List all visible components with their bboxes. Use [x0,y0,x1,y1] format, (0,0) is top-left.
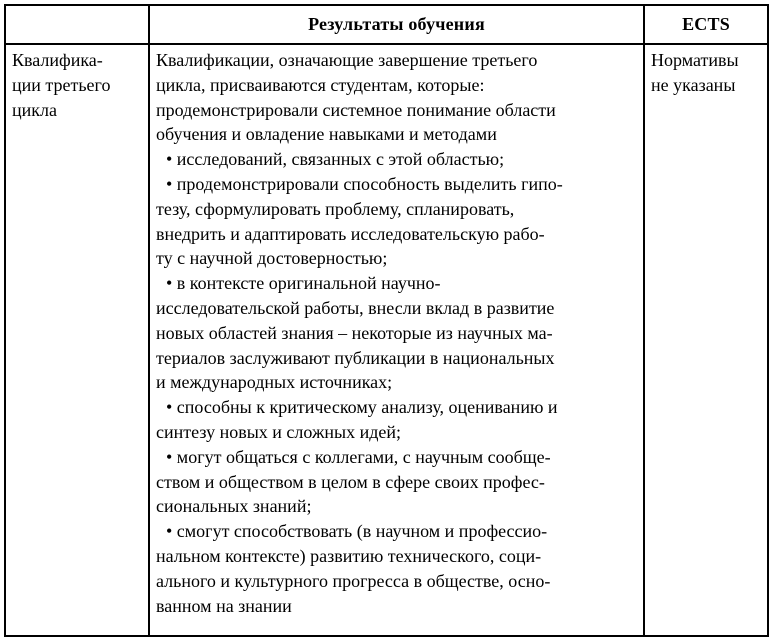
cell-ects-value [644,44,768,636]
text-line: ального и культурного прогресса в обществе, осно- [156,570,551,591]
text-line: цикла, присваиваются студентам, которые: [156,74,485,95]
text-line: внедрить и адаптировать исследовательскую рабо- [156,223,545,244]
cell-qualification-third-cycle [5,44,149,636]
text-line: нальном контексте) развитию технического, соци- [156,545,542,566]
text-line: ту с научной достоверностью; [156,248,388,269]
text-line: ванном на знании [156,595,292,616]
header-cell-results: Результаты обучения [149,5,644,44]
text-line: продемонстрировали системное понимание области [156,99,556,120]
qualification-table [4,4,769,637]
cell-learning-outcomes [149,44,644,636]
text-line: Нормативы [651,50,739,70]
text-line: ством и обществом в целом в сфере своих профес- [156,471,545,492]
text-line: сиональных знаний; [156,496,312,517]
text-line: • продемонстрировали способность выделить гипо- [166,173,563,194]
text-line: Квалифика- [12,50,103,70]
text-line: • смогут способствовать (в научном и профессио- [166,521,548,542]
text-line: исследовательской работы, внесли вклад в развитие [156,297,555,318]
text-line: и международных источниках; [156,372,393,393]
text-line: ции третьего [12,74,111,95]
text-line: • в контексте оригинальной научно- [166,273,441,294]
text-line: • могут общаться с коллегами, с научным сообще- [166,446,551,467]
table-header-row [5,5,768,44]
text-line: • исследований, связанных с этой областью; [166,149,505,170]
text-line: синтезу новых и сложных идей; [156,421,402,442]
text-line: не указаны [651,74,736,95]
header-cell-ects: ECTS [644,5,768,44]
text-line: • способны к критическому анализу, оцениванию и [166,397,558,418]
text-line: новых областей знания – некоторые из научных ма- [156,322,553,343]
text-line: обучения и овладение навыками и методами [156,124,497,145]
table-body-row [5,44,768,636]
header-cell-empty [5,5,149,44]
text-line: териалов заслуживают публикации в национальных [156,347,555,368]
text-line: тезу, сформулировать проблему, спланировать, [156,198,515,219]
text-line: Квалификации, означающие завершение третьего [156,50,538,70]
text-line: цикла [12,99,57,120]
